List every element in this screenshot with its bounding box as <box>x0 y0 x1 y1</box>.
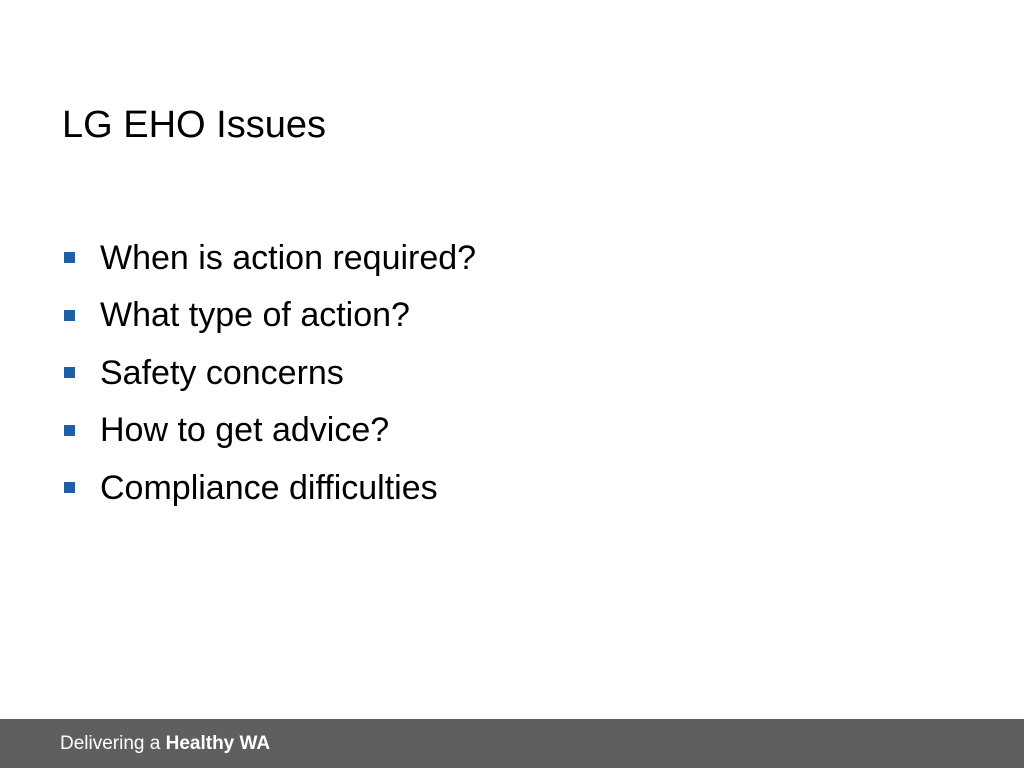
bullet-text: What type of action? <box>100 296 410 335</box>
bullet-text: Compliance difficulties <box>100 468 438 507</box>
bullet-item <box>64 287 476 345</box>
footer-bar <box>0 719 1024 768</box>
footer-tagline-emphasis: Healthy WA <box>165 733 271 754</box>
square-bullet-icon <box>64 425 75 436</box>
bullet-text: How to get advice? <box>100 411 390 450</box>
footer-tagline-lead: Delivering a <box>60 733 166 754</box>
square-bullet-icon <box>64 310 75 321</box>
square-bullet-icon <box>64 367 75 378</box>
square-bullet-icon <box>64 252 75 263</box>
bullet-list <box>64 229 476 517</box>
bullet-item <box>64 402 476 460</box>
bullet-item <box>64 459 476 517</box>
bullet-text: When is action required? <box>100 238 477 277</box>
footer-tagline <box>60 733 270 755</box>
slide-title: LG EHO Issues <box>62 104 326 146</box>
bullet-text: Safety concerns <box>100 353 344 392</box>
bullet-item <box>64 229 476 287</box>
square-bullet-icon <box>64 482 75 493</box>
bullet-item <box>64 344 476 402</box>
